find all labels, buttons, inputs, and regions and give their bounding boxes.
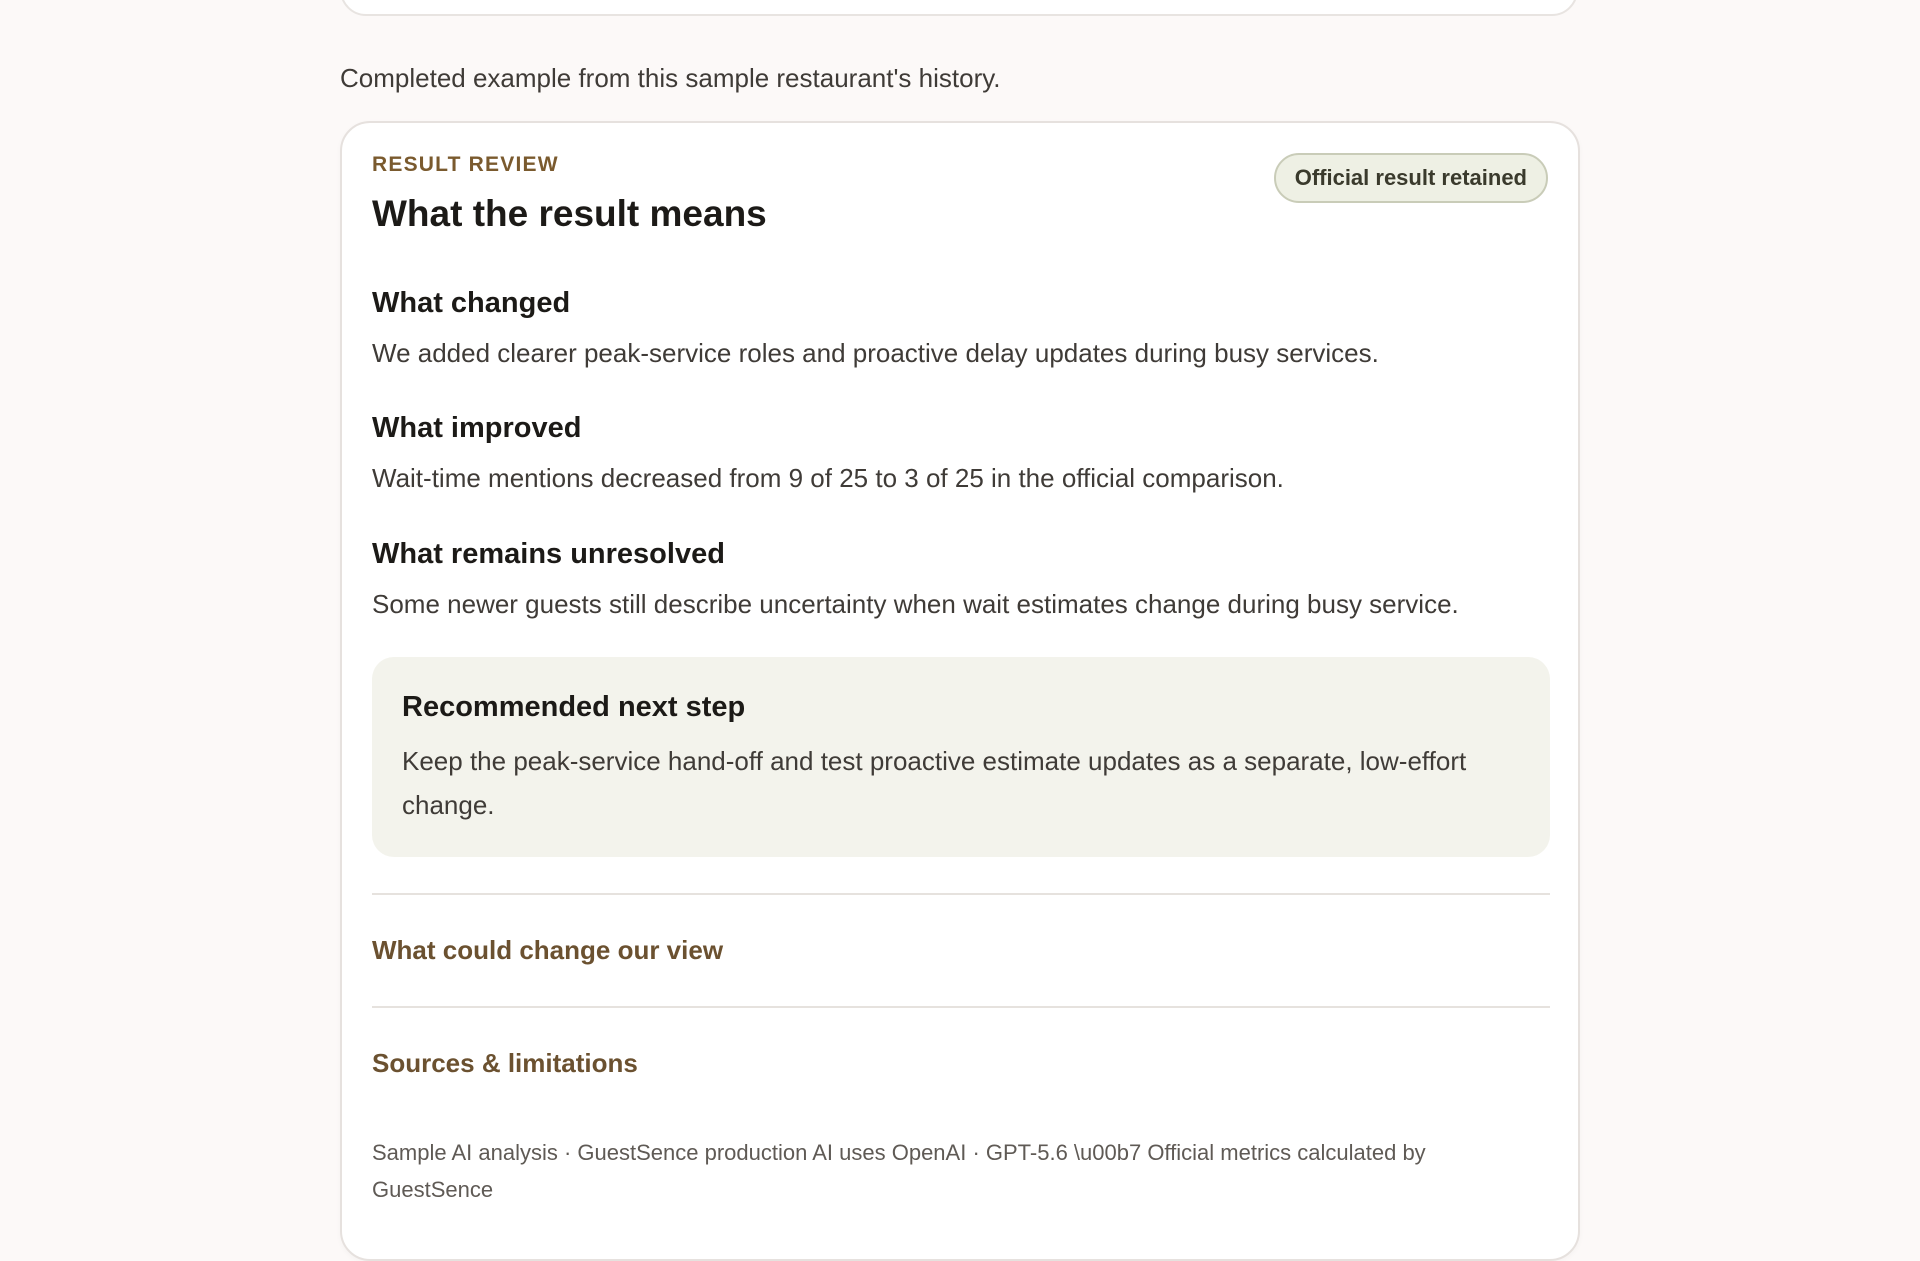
section-what-changed — [372, 285, 1552, 371]
section-heading: What remains unresolved — [372, 538, 725, 570]
what-could-change-our-view-toggle[interactable]: What could change our view — [372, 935, 724, 965]
previous-card — [340, 0, 1578, 16]
section-heading: What improved — [372, 412, 582, 444]
card-title: What the result means — [372, 193, 767, 234]
divider — [372, 1006, 1550, 1008]
section-what-remains-unresolved — [372, 536, 1552, 622]
intro-text: Completed example from this sample restaurant's history. — [340, 63, 1001, 93]
section-body: We added clearer peak-service roles and proactive delay updates during busy services. — [372, 338, 1379, 368]
ai-disclaimer-note: Sample AI analysis · GuestSence production AI uses OpenAI · GPT-5.6 \u00b7 Official metrics calculated by GuestSence — [372, 1140, 1426, 1202]
result-review-card — [340, 121, 1580, 1261]
status-badge: Official result retained — [1274, 153, 1548, 203]
sources-and-limitations-toggle[interactable]: Sources & limitations — [372, 1048, 638, 1078]
card-eyebrow: RESULT REVIEW — [372, 153, 559, 176]
section-heading: What changed — [372, 287, 571, 319]
next-step-body: Keep the peak-service hand-off and test proactive estimate updates as a separate, low-effort change. — [402, 746, 1467, 820]
divider — [372, 893, 1550, 895]
section-body: Some newer guests still describe uncertainty when wait estimates change during busy service. — [372, 589, 1459, 619]
section-what-improved — [372, 410, 1552, 496]
section-body: Wait-time mentions decreased from 9 of 25 to 3 of 25 in the official comparison. — [372, 463, 1284, 493]
next-step-heading: Recommended next step — [402, 691, 746, 723]
recommended-next-step-panel — [372, 657, 1550, 857]
